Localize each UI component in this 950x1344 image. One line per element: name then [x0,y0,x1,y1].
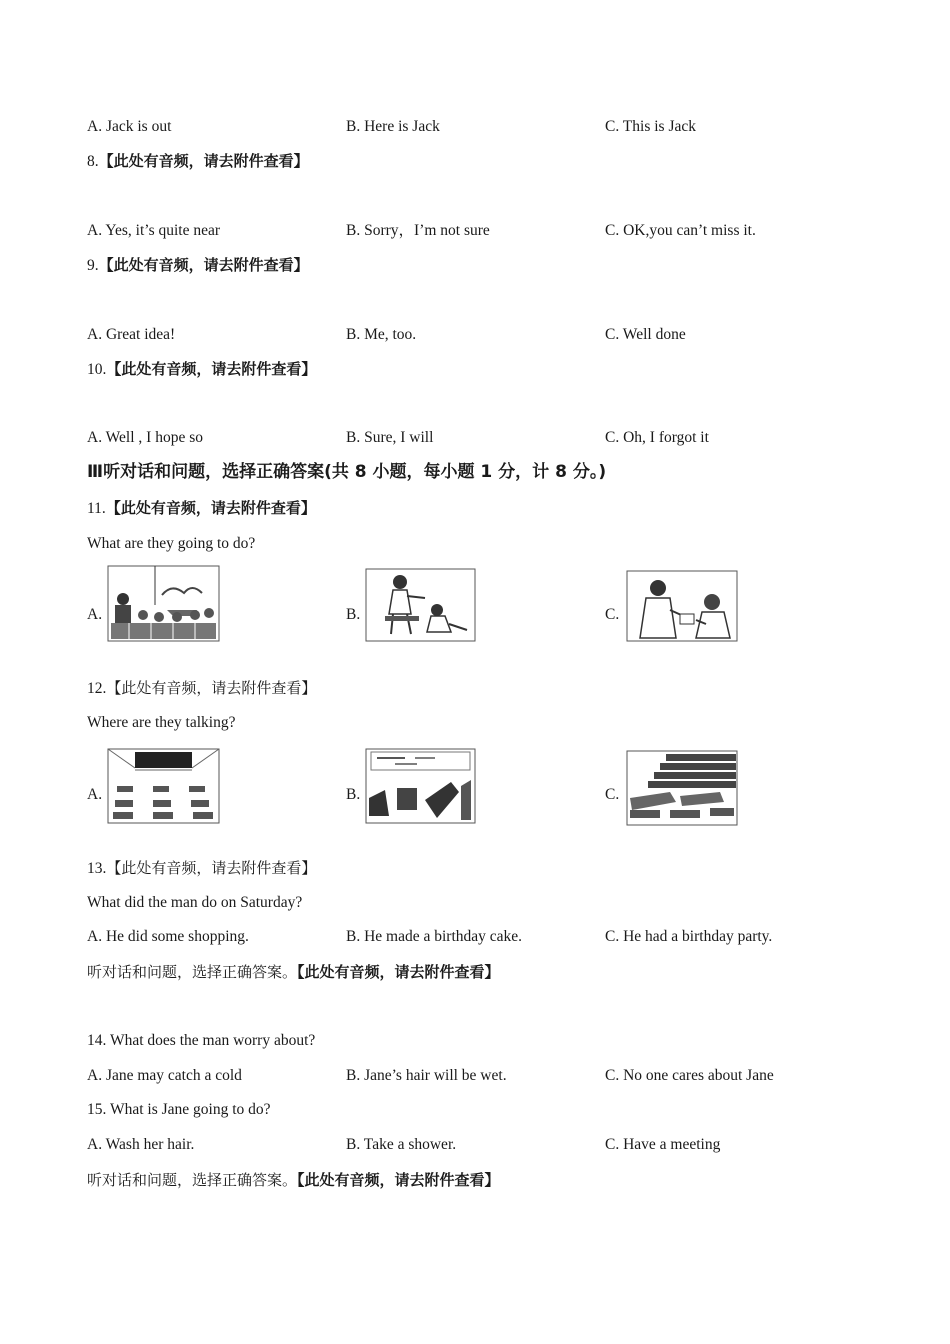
q11-option-c-label: C. [605,606,620,623]
instruction-2-audio-note: 【此处有音频，请去附件查看】 [297,1171,500,1189]
q13-heading [87,858,316,879]
q14-question: 14. What does the man worry about? [87,1032,316,1049]
q11-option-c-image [626,570,738,642]
q13-option-a: A. He did some shopping. [87,928,249,945]
instruction-2 [87,1170,500,1191]
q9-audio-note: 【此处有音频，请去附件查看】 [98,256,309,274]
q11-option-a-label: A. [87,606,103,623]
q12-option-c-label: C. [605,786,620,803]
q8-number: 8. [87,153,99,170]
q12-heading [87,678,316,699]
q11-audio-note: 【此处有音频，请去附件查看】 [105,499,316,517]
q9-option-a: A. Great idea! [87,326,176,343]
q7-option-c: C. This is Jack [605,118,696,135]
q12-question: Where are they talking? [87,714,236,731]
q11-option-b-label: B. [346,606,361,623]
q11-heading [87,498,316,519]
q15-question: 15. What is Jane going to do? [87,1101,271,1118]
q11-question: What are they going to do? [87,535,256,552]
q12-audio-note: 【此处有音频，请去附件查看】 [106,679,317,697]
q14-option-b: B. Jane’s hair will be wet. [346,1067,507,1084]
q13-audio-note: 【此处有音频，请去附件查看】 [106,859,317,877]
q7-option-b: B. Here is Jack [346,118,440,135]
instruction-1-audio-note: 【此处有音频，请去附件查看】 [297,963,500,981]
q14-option-a: A. Jane may catch a cold [87,1067,242,1084]
q11-number: 11. [87,500,106,517]
q10-number: 10. [87,361,107,378]
q8-heading [87,151,309,172]
q10-option-b: B. Sure, I will [346,429,434,446]
q8-audio-note: 【此处有音频，请去附件查看】 [98,152,309,170]
q8-option-b: B. Sorry，I’m not sure [346,222,490,239]
q9-number: 9. [87,257,99,274]
q15-option-b: B. Take a shower. [346,1136,457,1153]
q10-option-c: C. Oh, I forgot it [605,429,709,446]
q13-number: 13. [87,860,107,877]
q13-option-c: C. He had a birthday party. [605,928,773,945]
section-3-title: Ⅲ听对话和问题，选择正确答案(共 8 小题，每小题 1 分，计 8 分。) [87,462,607,482]
q13-option-b: B. He made a birthday cake. [346,928,523,945]
instruction-2-text: 听对话和问题，选择正确答案。 [87,1171,298,1189]
q15-option-a: A. Wash her hair. [87,1136,195,1153]
q8-option-a: A. Yes, it’s quite near [87,222,221,239]
q11-option-a-image [107,565,220,642]
instruction-1 [87,962,500,983]
q9-option-c: C. Well done [605,326,686,343]
q10-audio-note: 【此处有音频，请去附件查看】 [106,360,317,378]
q11-option-b-image [365,568,476,642]
q10-option-a: A. Well , I hope so [87,429,203,446]
q10-heading [87,359,316,380]
q13-question: What did the man do on Saturday? [87,894,303,911]
q9-option-b: B. Me, too. [346,326,417,343]
q8-option-c: C. OK,you can’t miss it. [605,222,756,239]
q9-heading [87,255,309,276]
q12-option-a-label: A. [87,786,103,803]
instruction-1-text: 听对话和问题，选择正确答案。 [87,963,298,981]
q7-option-a: A. Jack is out [87,118,172,135]
q12-option-c-image [626,750,741,826]
q12-number: 12. [87,680,107,697]
q12-option-b-image [365,748,476,824]
q14-option-c: C. No one cares about Jane [605,1067,774,1084]
q12-option-b-label: B. [346,786,361,803]
q15-option-c: C. Have a meeting [605,1136,721,1153]
q12-option-a-image [107,748,220,824]
